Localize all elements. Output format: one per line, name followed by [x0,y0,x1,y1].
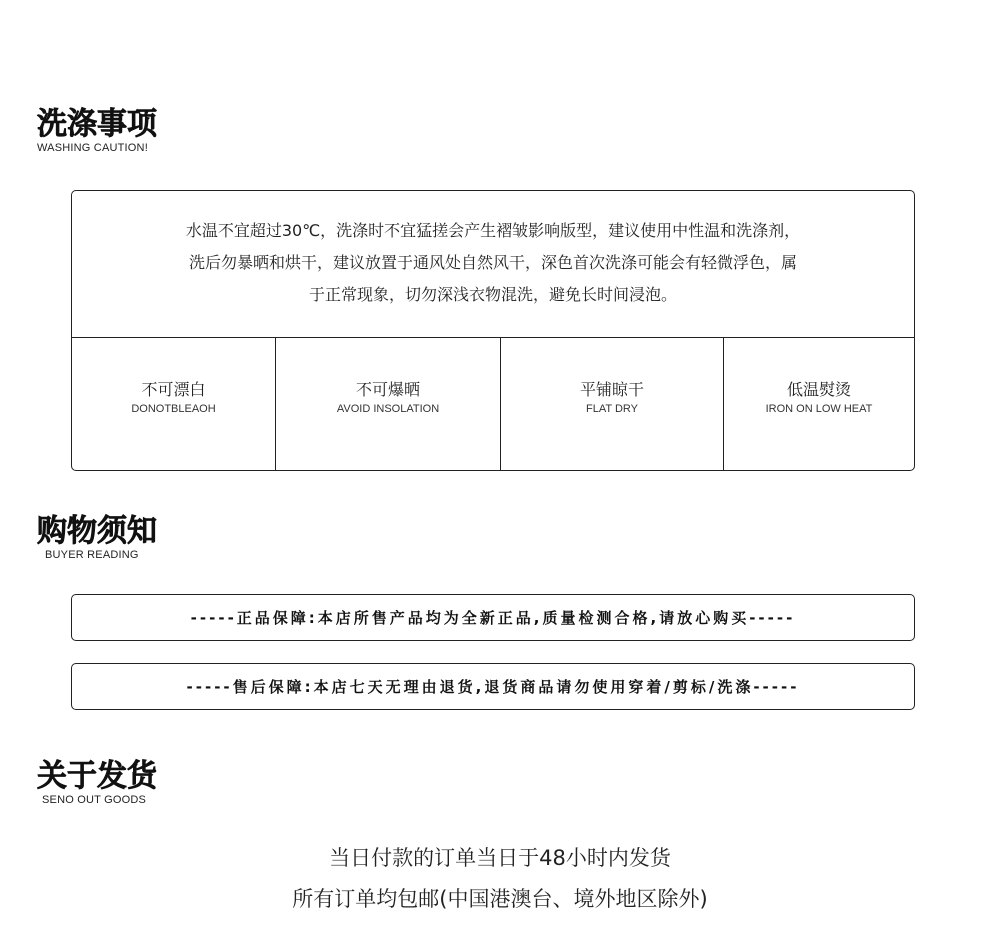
washing-title: 洗涤事项 [37,106,157,143]
care-cell-label: 平铺晾干 [579,380,644,399]
washing-care-grid [72,338,914,470]
authenticity-notice: -----正品保障:本店所售产品均为全新正品,质量检测合格,请放心购买----- [71,594,915,641]
shipping-time-text: 当日付款的订单当日于48小时内发货 [329,846,671,870]
care-cell-low-iron [724,338,914,470]
care-cell-label-en: FLAT DRY [586,403,638,415]
washing-description-line: 水温不宜超过30℃，洗涤时不宜猛搓会产生褶皱影响版型，建议使用中性温和洗涤剂， [185,221,801,240]
buyer-reading-header [37,515,157,562]
shipping-title: 关于发货 [37,758,157,795]
care-cell-label: 不可漂白 [141,380,206,399]
care-cell-label: 低温熨烫 [786,380,851,399]
care-cell-label-en: AVOID INSOLATION [336,403,440,415]
washing-description-line: 于正常现象，切勿深浅衣物混洗，避免长时间浸泡。 [308,285,677,304]
after-sales-notice: -----售后保障:本店七天无理由退货,退货商品请勿使用穿着/剪标/洗涤----- [71,663,915,710]
washing-instructions-box [71,190,915,471]
care-cell-no-bleach [72,338,276,470]
buyer-title: 购物须知 [37,513,157,550]
care-cell-avoid-sun [276,338,501,470]
care-cell-label: 不可爆晒 [355,380,420,399]
care-cell-label-en: DONOTBLEAOH [131,403,216,415]
care-cell-flat-dry [501,338,724,470]
washing-subtitle: WASHING CAUTION! [37,142,148,154]
washing-description-line: 洗后勿暴晒和烘干，建议放置于通风处自然风干，深色首次洗涤可能会有轻微浮色，属 [188,253,797,272]
buyer-subtitle: BUYER READING [45,549,139,561]
shipping-header [37,760,157,807]
care-cell-label-en: IRON ON LOW HEAT [765,403,873,415]
washing-caution-header [37,108,157,155]
shipping-subtitle: SENO OUT GOODS [42,794,147,806]
free-shipping-text: 所有订单均包邮(中国港澳台、境外地区除外) [292,887,708,911]
washing-description [72,191,914,338]
